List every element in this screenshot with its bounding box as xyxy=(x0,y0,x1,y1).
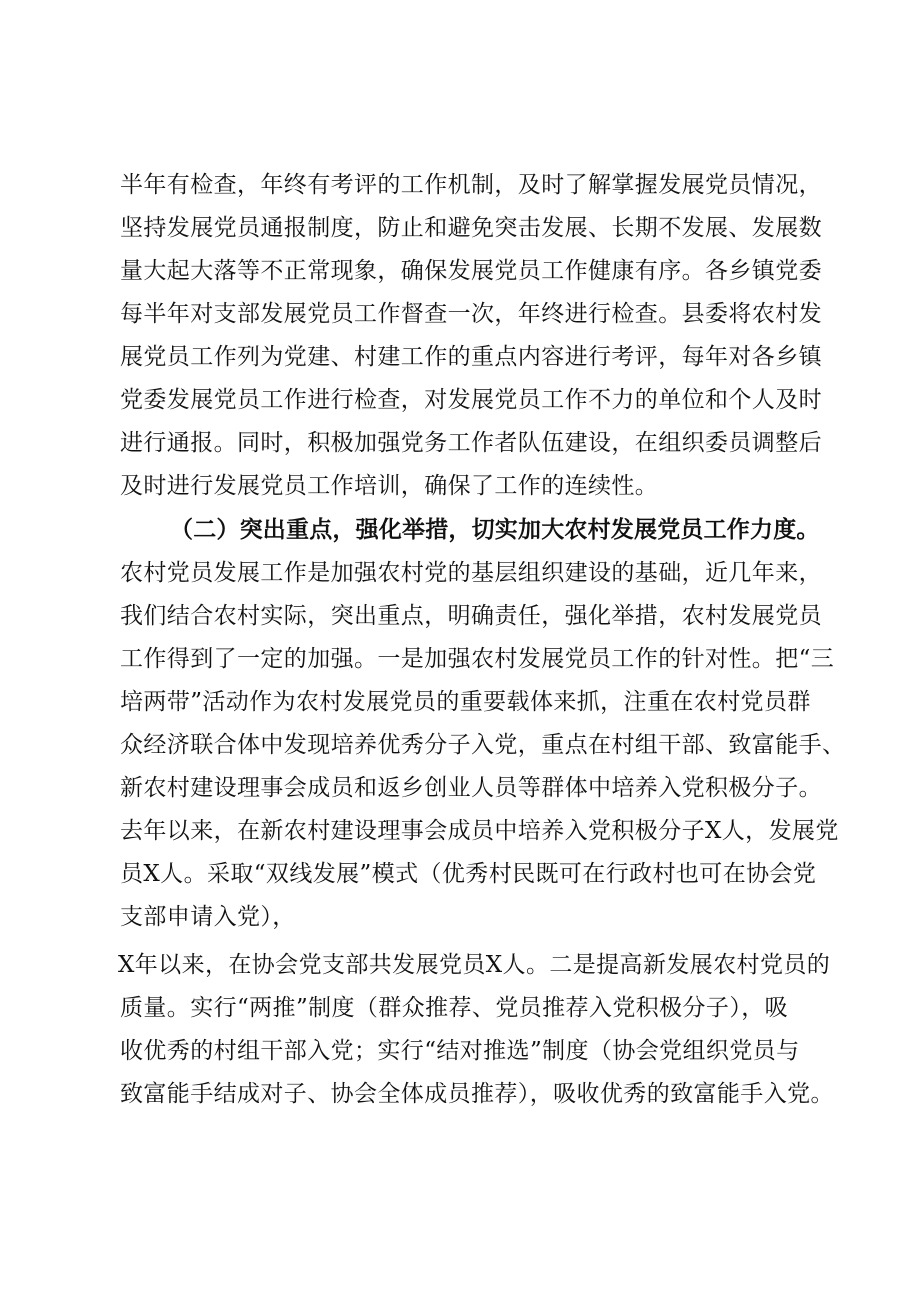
text-line: 进行通报。同时，积极加强党务工作者队伍建设，在组织委员调整后 xyxy=(120,430,822,456)
text-line: 员X人。采取“双线发展”模式（优秀村民既可在行政村也可在协会党 xyxy=(120,861,817,887)
text-line: X年以来，在协会党支部共发展党员X人。二是提高新发展农村党员的 xyxy=(118,952,831,978)
text-line: 及时进行发展党员工作培训，确保了工作的连续性。 xyxy=(120,473,659,499)
text-line: 致富能手结成对子、协会全体成员推荐），吸收优秀的致富能手入党。 xyxy=(120,1081,834,1107)
text-line: 半年有检查，年终有考评的工作机制，及时了解掌握发展党员情况， xyxy=(120,172,822,198)
text-line: 量大起大落等不正常现象，确保发展党员工作健康有序。各乡镇党委 xyxy=(120,258,822,284)
text-line: 质量。实行“两推”制度（群众推荐、党员推荐入党积极分子），吸 xyxy=(120,995,789,1021)
text-line: 工作得到了一定的加强。一是加强农村发展党员工作的针对性。把“三 xyxy=(120,646,835,672)
text-line: 培两带”活动作为农村发展党员的重要载体来抓，注重在农村党员群 xyxy=(120,689,811,715)
text-line: 支部申请入党）， xyxy=(120,904,296,930)
text-line: 每半年对支部发展党员工作督查一次，年终进行检查。县委将农村发 xyxy=(120,301,822,327)
text-line: 党委发展党员工作进行检查，对发展党员工作不力的单位和个人及时 xyxy=(120,387,822,413)
text-line: 农村党员发展工作是加强农村党的基层组织建设的基础，近几年来， xyxy=(120,560,822,586)
section-heading: （二）突出重点，强化举措，切实加大农村发展党员工作力度。 xyxy=(170,516,820,543)
text-line: 坚持发展党员通报制度，防止和避免突击发展、长期不发展、发展数 xyxy=(120,215,822,241)
text-line: 展党员工作列为党建、村建工作的重点内容进行考评，每年对各乡镇 xyxy=(120,344,822,370)
text-line: 我们结合农村实际，突出重点，明确责任，强化举措，农村发展党员 xyxy=(120,603,822,629)
text-line: 众经济联合体中发现培养优秀分子入党，重点在村组干部、致富能手、 xyxy=(120,732,846,758)
text-line: 新农村建设理事会成员和返乡创业人员等群体中培养入党积极分子。 xyxy=(120,775,822,801)
text-line: 收优秀的村组干部入党；实行“结对推选”制度（协会党组织党员与 xyxy=(120,1038,800,1064)
text-line: 去年以来，在新农村建设理事会成员中培养入党积极分子X人，发展党 xyxy=(120,818,839,844)
